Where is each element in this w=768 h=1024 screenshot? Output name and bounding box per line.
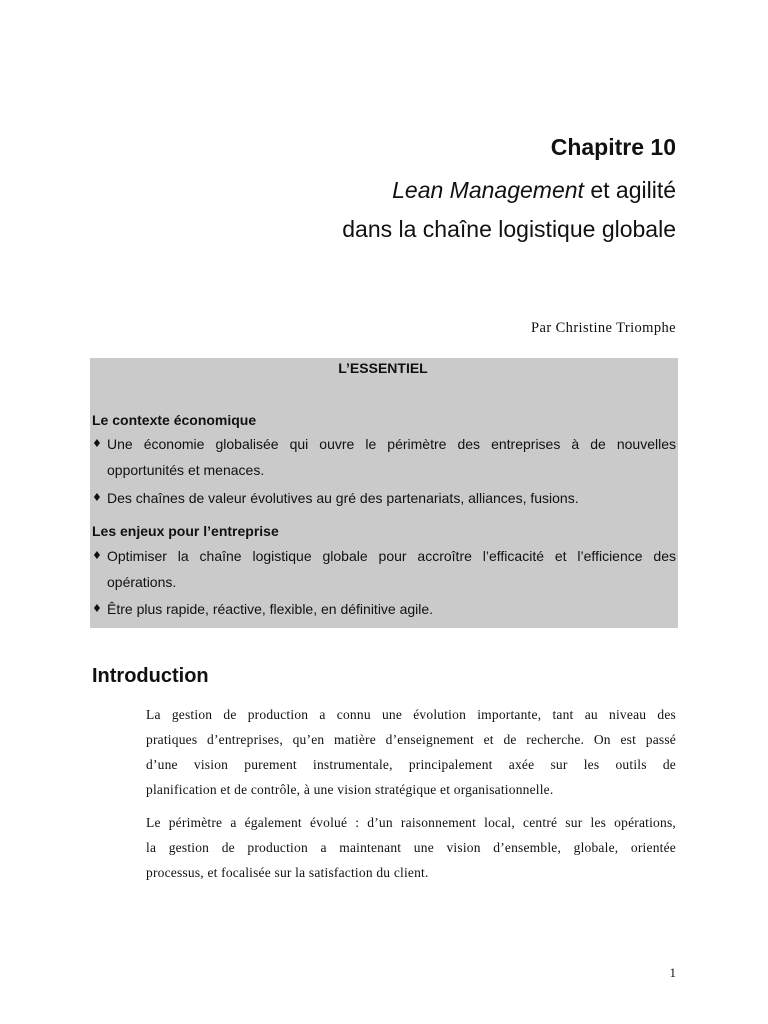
bullet-line: Une économie globalisée qui ouvre le périmètre des entreprises à de nouvelles xyxy=(107,436,676,452)
chapter-title-rest: et agilité xyxy=(590,177,676,203)
diamond-bullet-icon: ♦ xyxy=(92,437,102,450)
paragraph-line: La gestion de production a connu une évolution importante, tant au niveau des xyxy=(146,707,676,722)
bullet-line: opérations. xyxy=(107,574,177,590)
essentiel-summary-box xyxy=(90,358,678,628)
essentiel-heading: L’ESSENTIEL xyxy=(338,360,428,376)
bullet-line: opportunités et menaces. xyxy=(107,462,265,478)
bullet-item xyxy=(92,596,676,622)
diamond-bullet-icon: ♦ xyxy=(92,549,102,562)
section-heading-contexte: Le contexte économique xyxy=(92,412,257,428)
paragraph xyxy=(146,810,676,885)
bullet-item xyxy=(92,543,676,595)
paragraph-line: la gestion de production a maintenant une vision d’ensemble, globale, orientée xyxy=(146,840,676,855)
bullet-line: Optimiser la chaîne logistique globale pour accroître l’efficacité et l’efficience des xyxy=(107,548,676,564)
paragraph-line: processus, et focalisée sur la satisfaction du client. xyxy=(146,865,429,880)
paragraph-line: d’une vision purement instrumentale, principalement axée sur les outils de xyxy=(146,757,676,772)
bullet-item xyxy=(92,431,676,483)
chapter-number: Chapitre 10 xyxy=(550,134,676,160)
chapter-title-line-2: dans la chaîne logistique globale xyxy=(342,216,676,242)
bullet-item xyxy=(92,485,676,511)
page-number: 1 xyxy=(669,965,676,980)
chapter-title-italic: Lean Management xyxy=(392,177,584,203)
introduction-heading: Introduction xyxy=(92,665,209,687)
diamond-bullet-icon: ♦ xyxy=(92,602,102,615)
paragraph-line: pratiques d’entreprises, qu’en matière d’enseignement et de recherche. On est passé xyxy=(146,732,676,747)
section-heading-enjeux: Les enjeux pour l’entreprise xyxy=(92,523,279,539)
bullet-line: Des chaînes de valeur évolutives au gré des partenariats, alliances, fusions. xyxy=(107,490,579,506)
paragraph xyxy=(146,702,676,802)
paragraph-line: Le périmètre a également évolué : d’un raisonnement local, centré sur les opérations, xyxy=(146,815,676,830)
bullet-line: Être plus rapide, réactive, flexible, en définitive agile. xyxy=(107,601,434,617)
paragraph-line: planification et de contrôle, à une vision stratégique et organisationnelle. xyxy=(146,782,554,797)
chapter-title-line-1 xyxy=(392,176,676,204)
diamond-bullet-icon: ♦ xyxy=(92,491,102,504)
author-byline: Par Christine Triomphe xyxy=(531,320,676,336)
